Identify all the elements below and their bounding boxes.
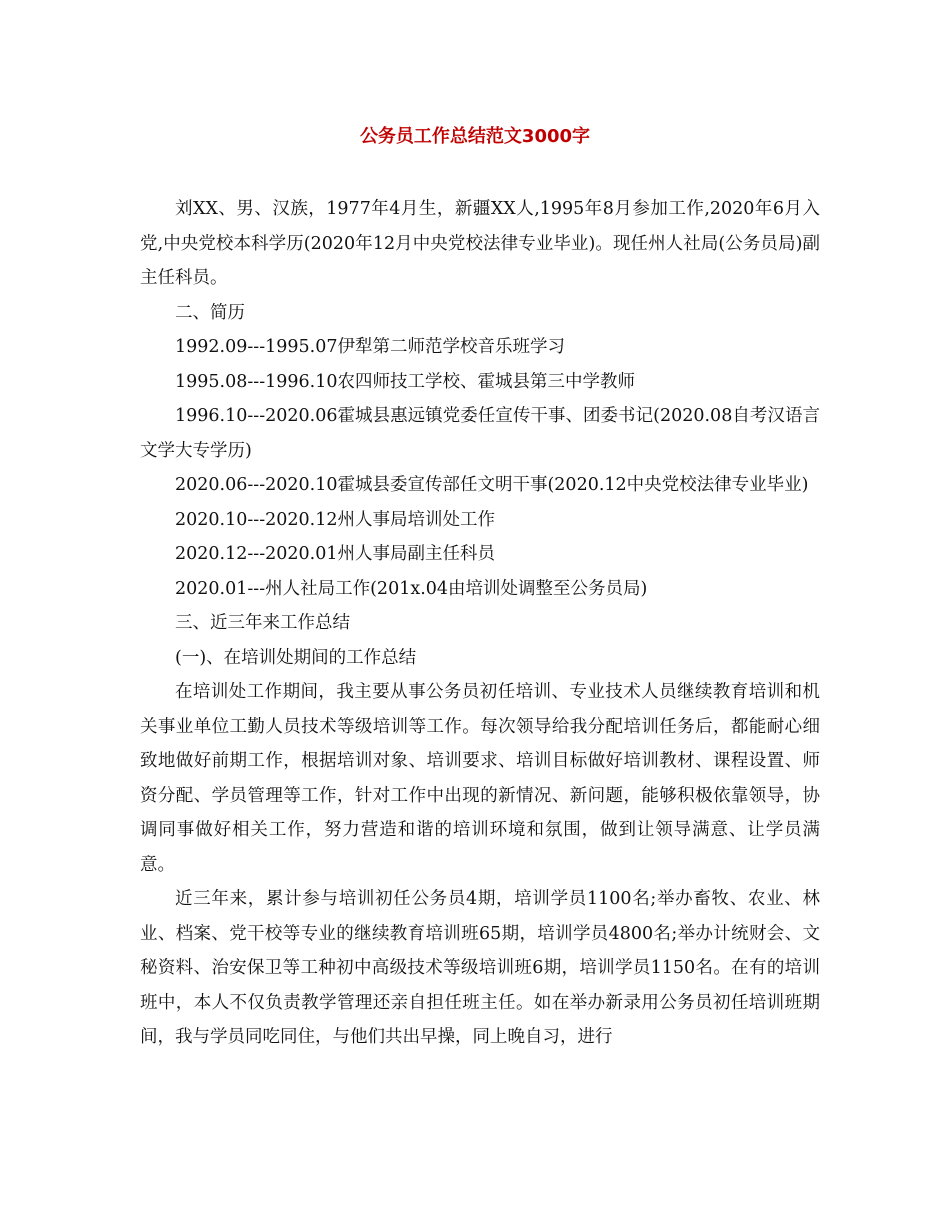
paragraph-personal-info: 刘XX、男、汉族，1977年4月生，新疆XX人,1995年8月参加工作,2020年6月入党,中央党校本科学历(2020年12月中央党校法律专业毕业)。现任州人社局(公务员局)副主任科员。 <box>140 199 820 288</box>
resume-entry: 2020.06---2020.10霍城县委宣传部任文明干事(2020.12中央党校法律专业毕业) <box>175 475 809 495</box>
subheading-training-period: (一)、在培训处期间的工作总结 <box>175 647 417 668</box>
document-title: 公务员工作总结范文3000字 <box>359 126 591 147</box>
paragraph-training-stats: 近三年来，累计参与培训初任公务员4期，培训学员1100名;举办畜牧、农业、林业、档案、党干校等专业的继续教育培训班65期，培训学员4800名;举办计统财会、文秘资料、治安保卫等工种初中高级技术等级培训班6期，培训学员1150名。在有的培训班中，本人不仅负责教学管理还亲自担任班主任。如在举办新录用公务员初任培训班期间，我与学员同吃同住，与他们共出早操，同上晚自习，进行 <box>140 889 820 1047</box>
heading-resume: 二、简历 <box>175 302 245 323</box>
paragraph-training-work: 在培训处工作期间，我主要从事公务员初任培训、专业技术人员继续教育培训和机关事业单位工勤人员技术等级培训等工作。每次领导给我分配培训任务后，都能耐心细致地做好前期工作，根据培训对象、培训要求、培训目标做好培训教材、课程设置、师资分配、学员管理等工作，针对工作中出现的新情况、新问题，能够积极依靠领导，协调同事做好相关工作，努力营造和谐的培训环境和氛围，做到让领导满意、让学员满意。 <box>140 682 820 875</box>
resume-entry: 2020.12---2020.01州人事局副主任科员 <box>175 544 495 564</box>
heading-work-summary: 三、近三年来工作总结 <box>175 613 350 633</box>
resume-entry: 2020.10---2020.12州人事局培训处工作 <box>175 509 495 530</box>
resume-entry: 1992.09---1995.07伊犁第二师范学校音乐班学习 <box>175 337 565 357</box>
document-body <box>140 192 820 1055</box>
resume-entry: 2020.01---州人社局工作(201x.04由培训处调整至公务员局) <box>175 578 648 599</box>
resume-entry: 1996.10---2020.06霍城县惠远镇党委任宣传干事、团委书记(2020.08自考汉语言文学大专学历) <box>140 406 820 461</box>
resume-entry: 1995.08---1996.10农四师技工学校、霍城县第三中学教师 <box>175 371 635 392</box>
